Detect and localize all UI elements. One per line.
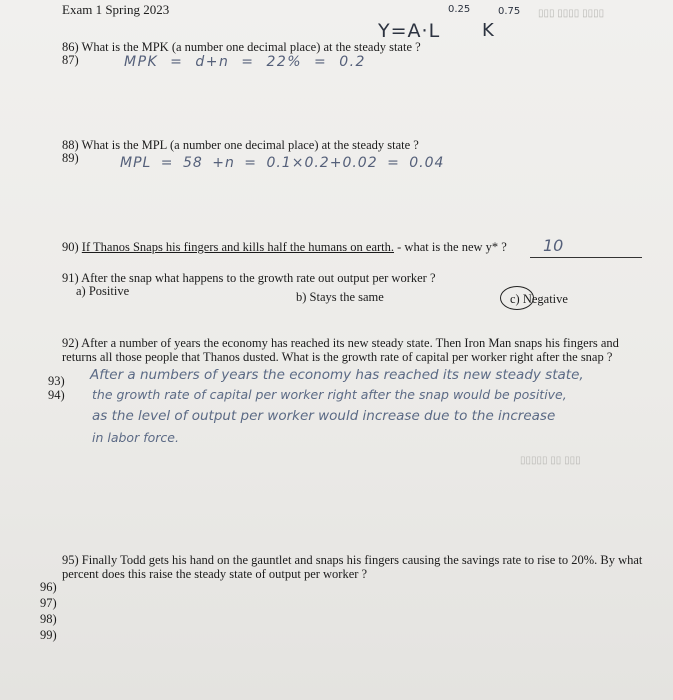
exam-title: Exam 1 Spring 2023	[62, 2, 170, 17]
answer-89: MPL = 58 +n = 0.1×0.2+0.02 = 0.04	[120, 155, 445, 171]
question-98-number: 98)	[40, 612, 57, 626]
question-91: 91) After the snap what happens to the growth rate out output per worker ?	[62, 271, 436, 285]
option-91-c: c) Negative	[510, 292, 568, 306]
answer-90: 10	[543, 236, 564, 255]
question-96-number: 96)	[40, 580, 57, 594]
bleed-through-mid: ▯▯▯▯▯ ▯▯ ▯▯▯	[520, 455, 581, 466]
question-89-number: 89)	[62, 151, 79, 165]
question-94-number: 94)	[48, 388, 65, 402]
question-92: 92) After a number of years the economy has reached its new steady state. Then Iron Man snaps his fingers and returns all those people that Thanos dusted. What is the growth rate of capital per worker right after the snap ?	[62, 336, 619, 364]
answer-92-line-1: After a numbers of years the economy has reached its new steady state,	[90, 367, 584, 383]
option-91-b: b) Stays the same	[296, 290, 384, 304]
question-97-number: 97)	[40, 596, 57, 610]
question-90-underlined: If Thanos Snaps his fingers and kills half the humans on earth.	[81, 240, 395, 254]
question-88: 88) What is the MPL (a number one decimal place) at the steady state ?	[62, 138, 419, 152]
question-86: 86) What is the MPK (a number one decimal place) at the steady state ?	[62, 40, 421, 54]
question-90	[62, 240, 507, 254]
formula-base: Y=A·L	[378, 20, 441, 42]
answer-87: MPK = d+n = 22% = 0.2	[124, 54, 366, 70]
question-90-number: 90)	[62, 240, 79, 254]
answer-92-line-3: as the level of output per worker would increase due to the increase	[92, 408, 556, 424]
question-90-rest: - what is the new y* ?	[394, 240, 507, 254]
bleed-through-top: ▯▯▯ ▯▯▯▯ ▯▯▯▯	[538, 8, 605, 19]
question-87-number: 87)	[62, 53, 79, 67]
option-91-a: a) Positive	[76, 284, 130, 298]
answer-90-line	[530, 257, 642, 258]
formula-k: K	[482, 20, 494, 41]
answer-92-line-4: in labor force.	[92, 430, 179, 445]
formula-exponent-l: 0.25	[448, 4, 471, 15]
answer-92-line-2: the growth rate of capital per worker right after the snap would be positive,	[92, 387, 567, 402]
question-93-number: 93)	[48, 374, 65, 388]
question-99-number: 99)	[40, 628, 57, 642]
question-95: 95) Finally Todd gets his hand on the gauntlet and snaps his fingers causing the savings rate to rise to 20%. By what percent does this raise the steady state of output per worker ?	[62, 553, 643, 581]
formula-exponent-k: 0.75	[498, 6, 521, 17]
